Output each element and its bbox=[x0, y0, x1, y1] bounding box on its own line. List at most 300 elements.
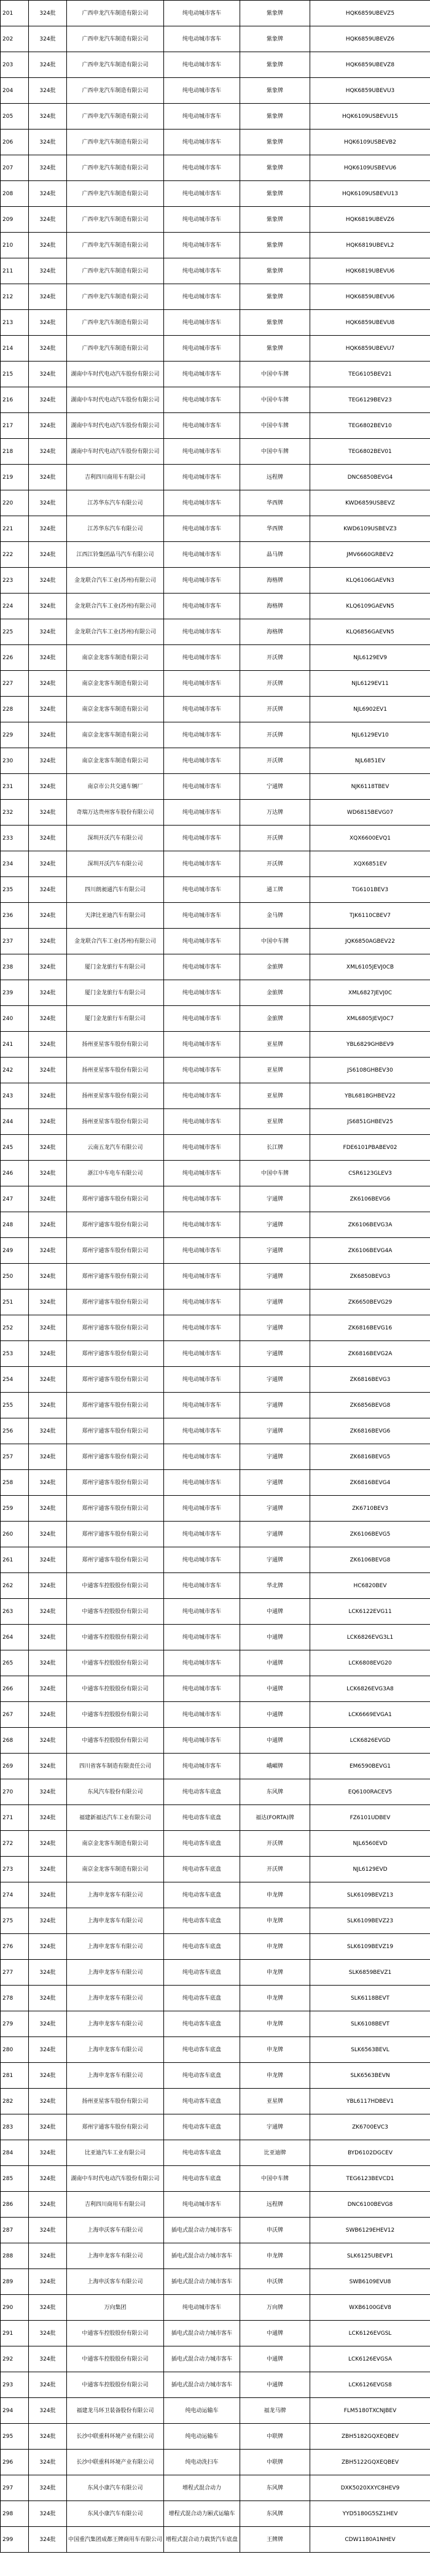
cell-index: 258 bbox=[1, 1470, 29, 1496]
cell-company: 中国重汽集团成都王牌商用车有限公司 bbox=[67, 2527, 164, 2553]
cell-company: 四川朗昶通汽车有限公司 bbox=[67, 877, 164, 903]
cell-index: 278 bbox=[1, 1986, 29, 2011]
cell-model: XQX6600EVQ1 bbox=[310, 826, 430, 851]
cell-model: NJK6118TBEV bbox=[310, 774, 430, 800]
cell-brand: 开沃牌 bbox=[240, 722, 310, 748]
table-row bbox=[1, 1006, 430, 1032]
cell-index: 285 bbox=[1, 2166, 29, 2192]
cell-index: 295 bbox=[1, 2424, 29, 2450]
cell-company: 扬州亚星客车股份有限公司 bbox=[67, 1109, 164, 1135]
cell-brand: 亚星牌 bbox=[240, 1083, 310, 1109]
table-row bbox=[1, 2372, 430, 2398]
cell-product-type: 纯电动城市客车 bbox=[164, 1006, 240, 1032]
cell-index: 250 bbox=[1, 1264, 29, 1290]
table-row bbox=[1, 1238, 430, 1264]
cell-model: NJL6560EVD bbox=[310, 1831, 430, 1857]
table-row bbox=[1, 542, 430, 568]
cell-brand: 紫象牌 bbox=[240, 26, 310, 52]
cell-brand: 紫象牌 bbox=[240, 207, 310, 233]
cell-brand: 东风牌 bbox=[240, 2475, 310, 2501]
cell-brand: 福龙马牌 bbox=[240, 2398, 310, 2424]
cell-product-type: 纯电动运输车 bbox=[164, 2424, 240, 2450]
cell-index: 247 bbox=[1, 1186, 29, 1212]
cell-company: 上海申龙客车有限公司 bbox=[67, 2037, 164, 2063]
cell-company: 金龙联合汽车工业(苏州)有限公司 bbox=[67, 619, 164, 645]
cell-model: XML6827JEVJ0C bbox=[310, 980, 430, 1006]
table-row bbox=[1, 748, 430, 774]
cell-index: 260 bbox=[1, 1522, 29, 1547]
cell-model: HQK6819UBEVZ6 bbox=[310, 207, 430, 233]
cell-company: 郑州宇通客车股份有限公司 bbox=[67, 1186, 164, 1212]
cell-product-type: 纯电动城市客车 bbox=[164, 697, 240, 722]
table-row bbox=[1, 258, 430, 284]
cell-brand: 宇通牌 bbox=[240, 1444, 310, 1470]
table-row bbox=[1, 310, 430, 336]
cell-brand: 金马牌 bbox=[240, 903, 310, 929]
table-row bbox=[1, 1728, 430, 1754]
cell-brand: 申龙牌 bbox=[240, 1934, 310, 1960]
cell-brand: 亚星牌 bbox=[240, 1032, 310, 1058]
cell-product-type: 纯电动城市客车 bbox=[164, 1702, 240, 1728]
table-row bbox=[1, 1341, 430, 1367]
cell-brand: 紫象牌 bbox=[240, 336, 310, 362]
cell-model: ZK6816BEVG5 bbox=[310, 1444, 430, 1470]
cell-company: 中通客车控股股份有限公司 bbox=[67, 1625, 164, 1650]
cell-company: 中通客车控股股份有限公司 bbox=[67, 2346, 164, 2372]
cell-index: 244 bbox=[1, 1109, 29, 1135]
cell-batch: 324批 bbox=[29, 2398, 67, 2424]
cell-batch: 324批 bbox=[29, 1573, 67, 1599]
cell-product-type: 插电式混合动力城市客车 bbox=[164, 2218, 240, 2243]
cell-product-type: 纯电动客车底盘 bbox=[164, 1960, 240, 1986]
cell-model: BYD6102DGCEV bbox=[310, 2140, 430, 2166]
cell-product-type: 纯电动城市客车 bbox=[164, 26, 240, 52]
cell-batch: 324批 bbox=[29, 774, 67, 800]
cell-model: NJL6129EV11 bbox=[310, 671, 430, 697]
cell-brand: 宇通牌 bbox=[240, 1264, 310, 1290]
cell-product-type: 纯电动客车底盘 bbox=[164, 1882, 240, 1908]
cell-product-type: 纯电动城市客车 bbox=[164, 2295, 240, 2321]
cell-model: LCK6669EVGA1 bbox=[310, 1702, 430, 1728]
cell-index: 268 bbox=[1, 1728, 29, 1754]
cell-company: 郑州宇通客车股份有限公司 bbox=[67, 1444, 164, 1470]
cell-model: JQK6850AGBEV22 bbox=[310, 929, 430, 954]
cell-company: 南京金龙客车制造有限公司 bbox=[67, 1831, 164, 1857]
cell-model: SWB6129EHEV12 bbox=[310, 2218, 430, 2243]
cell-index: 220 bbox=[1, 490, 29, 516]
cell-brand: 王牌牌 bbox=[240, 2527, 310, 2553]
table-row bbox=[1, 645, 430, 671]
cell-brand: 长江牌 bbox=[240, 1135, 310, 1161]
table-row bbox=[1, 877, 430, 903]
cell-model: ZK6850BEVG3 bbox=[310, 1264, 430, 1290]
cell-batch: 324批 bbox=[29, 1882, 67, 1908]
cell-model: CSR6123GLEV3 bbox=[310, 1161, 430, 1186]
table-row bbox=[1, 851, 430, 877]
cell-batch: 324批 bbox=[29, 413, 67, 439]
cell-product-type: 纯电动城市客车 bbox=[164, 748, 240, 774]
cell-index: 211 bbox=[1, 258, 29, 284]
cell-product-type: 纯电动城市客车 bbox=[164, 1058, 240, 1083]
cell-batch: 324批 bbox=[29, 516, 67, 542]
cell-batch: 324批 bbox=[29, 2063, 67, 2089]
cell-index: 293 bbox=[1, 2372, 29, 2398]
table-row bbox=[1, 929, 430, 954]
table-row bbox=[1, 2346, 430, 2372]
cell-index: 271 bbox=[1, 1805, 29, 1831]
cell-batch: 324批 bbox=[29, 2346, 67, 2372]
cell-batch: 324批 bbox=[29, 671, 67, 697]
cell-brand: 中国中车牌 bbox=[240, 387, 310, 413]
cell-brand: 东风牌 bbox=[240, 1779, 310, 1805]
cell-batch: 324批 bbox=[29, 2011, 67, 2037]
cell-index: 224 bbox=[1, 594, 29, 619]
cell-product-type: 纯电动城市客车 bbox=[164, 1135, 240, 1161]
cell-product-type: 纯电动城市客车 bbox=[164, 336, 240, 362]
cell-company: 南京金龙客车制造有限公司 bbox=[67, 748, 164, 774]
cell-product-type: 插电式混合动力城市客车 bbox=[164, 2346, 240, 2372]
cell-batch: 324批 bbox=[29, 26, 67, 52]
cell-batch: 324批 bbox=[29, 1032, 67, 1058]
cell-company: 浙江中车电车有限公司 bbox=[67, 1161, 164, 1186]
cell-model: FZ6101UDBEV bbox=[310, 1805, 430, 1831]
cell-model: SLK6563BEVN bbox=[310, 2063, 430, 2089]
cell-batch: 324批 bbox=[29, 1857, 67, 1882]
cell-product-type: 纯电动城市客车 bbox=[164, 903, 240, 929]
cell-product-type: 纯电动城市客车 bbox=[164, 954, 240, 980]
table-row bbox=[1, 2166, 430, 2192]
cell-product-type: 插电式混合动力城市客车 bbox=[164, 2321, 240, 2346]
cell-model: ZK6106BEVG4A bbox=[310, 1238, 430, 1264]
cell-product-type: 纯电动城市客车 bbox=[164, 1650, 240, 1676]
cell-brand: 申龙牌 bbox=[240, 2063, 310, 2089]
cell-brand: 通工牌 bbox=[240, 877, 310, 903]
cell-model: JS6851GHBEV25 bbox=[310, 1109, 430, 1135]
cell-brand: 中通牌 bbox=[240, 2372, 310, 2398]
cell-brand: 开沃牌 bbox=[240, 826, 310, 851]
cell-product-type: 纯电动城市客车 bbox=[164, 568, 240, 594]
cell-product-type: 纯电动城市客车 bbox=[164, 774, 240, 800]
cell-company: 湖南中车时代电动汽车股份有限公司 bbox=[67, 2166, 164, 2192]
cell-batch: 324批 bbox=[29, 1083, 67, 1109]
table-row bbox=[1, 980, 430, 1006]
cell-brand: 亚星牌 bbox=[240, 2089, 310, 2114]
cell-index: 208 bbox=[1, 181, 29, 207]
cell-company: 中通客车控股股份有限公司 bbox=[67, 1728, 164, 1754]
cell-company: 中通客车控股股份有限公司 bbox=[67, 1676, 164, 1702]
cell-company: 东风汽车股份有限公司 bbox=[67, 1779, 164, 1805]
cell-brand: 宇通牌 bbox=[240, 1186, 310, 1212]
cell-batch: 324批 bbox=[29, 1418, 67, 1444]
cell-company: 中通客车控股股份有限公司 bbox=[67, 2321, 164, 2346]
cell-model: HQK6109USBEVU13 bbox=[310, 181, 430, 207]
cell-brand: 申龙牌 bbox=[240, 1960, 310, 1986]
cell-index: 266 bbox=[1, 1676, 29, 1702]
table-row bbox=[1, 1032, 430, 1058]
cell-batch: 324批 bbox=[29, 1367, 67, 1393]
cell-batch: 324批 bbox=[29, 1676, 67, 1702]
cell-product-type: 纯电动城市客车 bbox=[164, 439, 240, 465]
cell-model: TEG6802BEV01 bbox=[310, 439, 430, 465]
cell-index: 257 bbox=[1, 1444, 29, 1470]
cell-brand: 中通牌 bbox=[240, 1625, 310, 1650]
cell-batch: 324批 bbox=[29, 130, 67, 155]
cell-model: LCK6826EVG3L1 bbox=[310, 1625, 430, 1650]
cell-index: 299 bbox=[1, 2527, 29, 2553]
cell-product-type: 纯电动客车底盘 bbox=[164, 2114, 240, 2140]
cell-company: 广西申龙汽车制造有限公司 bbox=[67, 104, 164, 130]
cell-company: 东风小康汽车有限公司 bbox=[67, 2475, 164, 2501]
table-row bbox=[1, 1805, 430, 1831]
cell-brand: 亚星牌 bbox=[240, 1058, 310, 1083]
cell-company: 南京金龙客车制造有限公司 bbox=[67, 722, 164, 748]
cell-model: LCK6126EVGSA bbox=[310, 2346, 430, 2372]
cell-model: ZK6856BEVG8 bbox=[310, 1393, 430, 1418]
cell-index: 262 bbox=[1, 1573, 29, 1599]
cell-product-type: 纯电动城市客车 bbox=[164, 877, 240, 903]
table-row bbox=[1, 774, 430, 800]
table-row bbox=[1, 594, 430, 619]
cell-company: 中通客车控股股份有限公司 bbox=[67, 1573, 164, 1599]
cell-index: 267 bbox=[1, 1702, 29, 1728]
cell-company: 上海申龙客车有限公司 bbox=[67, 1986, 164, 2011]
cell-index: 222 bbox=[1, 542, 29, 568]
cell-index: 207 bbox=[1, 155, 29, 181]
cell-index: 284 bbox=[1, 2140, 29, 2166]
cell-brand: 宇通牌 bbox=[240, 1290, 310, 1315]
cell-company: 扬州亚星客车股份有限公司 bbox=[67, 1083, 164, 1109]
cell-model: SLK6108BEVT bbox=[310, 2011, 430, 2037]
cell-product-type: 纯电动城市客车 bbox=[164, 1238, 240, 1264]
cell-batch: 324批 bbox=[29, 1238, 67, 1264]
cell-brand: 晶马牌 bbox=[240, 542, 310, 568]
cell-company: 深圳开沃汽车有限公司 bbox=[67, 826, 164, 851]
cell-product-type: 纯电动客车底盘 bbox=[164, 2140, 240, 2166]
cell-batch: 324批 bbox=[29, 619, 67, 645]
cell-brand: 中通牌 bbox=[240, 1650, 310, 1676]
table-row bbox=[1, 1779, 430, 1805]
table-row bbox=[1, 52, 430, 78]
cell-index: 288 bbox=[1, 2243, 29, 2269]
cell-batch: 324批 bbox=[29, 954, 67, 980]
cell-batch: 324批 bbox=[29, 2321, 67, 2346]
cell-product-type: 纯电动客车底盘 bbox=[164, 1986, 240, 2011]
cell-company: 上海申龙客车有限公司 bbox=[67, 1908, 164, 1934]
cell-company: 上海申龙客车有限公司 bbox=[67, 1934, 164, 1960]
table-row bbox=[1, 800, 430, 826]
cell-company: 天津比亚迪汽车有限公司 bbox=[67, 903, 164, 929]
cell-batch: 324批 bbox=[29, 1393, 67, 1418]
cell-company: 江苏华东汽车有限公司 bbox=[67, 516, 164, 542]
cell-product-type: 纯电动城市客车 bbox=[164, 1264, 240, 1290]
cell-index: 235 bbox=[1, 877, 29, 903]
cell-index: 202 bbox=[1, 26, 29, 52]
cell-brand: 亚星牌 bbox=[240, 1109, 310, 1135]
cell-model: SLK6563BEVL bbox=[310, 2037, 430, 2063]
cell-company: 湖南中车时代电动汽车股份有限公司 bbox=[67, 439, 164, 465]
cell-product-type: 纯电动城市客车 bbox=[164, 465, 240, 490]
cell-index: 274 bbox=[1, 1882, 29, 1908]
cell-brand: 紫象牌 bbox=[240, 78, 310, 104]
cell-brand: 中通牌 bbox=[240, 2346, 310, 2372]
cell-company: 厦门金龙旅行车有限公司 bbox=[67, 954, 164, 980]
cell-batch: 324批 bbox=[29, 155, 67, 181]
cell-batch: 324批 bbox=[29, 1186, 67, 1212]
cell-brand: 海格牌 bbox=[240, 619, 310, 645]
cell-company: 中通客车控股股份有限公司 bbox=[67, 2372, 164, 2398]
cell-product-type: 纯电动城市客车 bbox=[164, 1625, 240, 1650]
cell-company: 东风小康汽车有限公司 bbox=[67, 2501, 164, 2527]
cell-company: 郑州宇通客车股份有限公司 bbox=[67, 1470, 164, 1496]
cell-batch: 324批 bbox=[29, 2114, 67, 2140]
cell-batch: 324批 bbox=[29, 2089, 67, 2114]
cell-batch: 324批 bbox=[29, 2192, 67, 2218]
cell-product-type: 纯电动城市客车 bbox=[164, 1083, 240, 1109]
cell-product-type: 纯电动城市客车 bbox=[164, 284, 240, 310]
cell-model: LCK6808EVG20 bbox=[310, 1650, 430, 1676]
cell-batch: 324批 bbox=[29, 645, 67, 671]
cell-product-type: 纯电动城市客车 bbox=[164, 1393, 240, 1418]
table-row bbox=[1, 2114, 430, 2140]
cell-batch: 324批 bbox=[29, 1934, 67, 1960]
table-row bbox=[1, 1212, 430, 1238]
cell-product-type: 纯电动城市客车 bbox=[164, 1212, 240, 1238]
cell-index: 218 bbox=[1, 439, 29, 465]
cell-brand: 中联牌 bbox=[240, 2424, 310, 2450]
cell-company: 上海申龙客车有限公司 bbox=[67, 2011, 164, 2037]
cell-batch: 324批 bbox=[29, 1547, 67, 1573]
cell-product-type: 纯电动客车底盘 bbox=[164, 2166, 240, 2192]
cell-model: ZK6700EVC3 bbox=[310, 2114, 430, 2140]
cell-index: 283 bbox=[1, 2114, 29, 2140]
cell-brand: 中通牌 bbox=[240, 1599, 310, 1625]
cell-product-type: 纯电动城市客车 bbox=[164, 1676, 240, 1702]
table-row bbox=[1, 1496, 430, 1522]
table-row bbox=[1, 1418, 430, 1444]
cell-index: 246 bbox=[1, 1161, 29, 1186]
cell-model: HQK6859UBEVU6 bbox=[310, 284, 430, 310]
cell-product-type: 增程式混合动力载货汽车底盘 bbox=[164, 2527, 240, 2553]
cell-brand: 申龙牌 bbox=[240, 2037, 310, 2063]
cell-model: SLK6859BEVZ1 bbox=[310, 1960, 430, 1986]
cell-product-type: 纯电动城市客车 bbox=[164, 1186, 240, 1212]
cell-brand: 开沃牌 bbox=[240, 645, 310, 671]
cell-index: 231 bbox=[1, 774, 29, 800]
cell-brand: 中通牌 bbox=[240, 1728, 310, 1754]
cell-model: ZK6106BEVG5 bbox=[310, 1522, 430, 1547]
cell-brand: 紫象牌 bbox=[240, 181, 310, 207]
cell-batch: 324批 bbox=[29, 1212, 67, 1238]
cell-brand: 中通牌 bbox=[240, 2321, 310, 2346]
table-row bbox=[1, 1470, 430, 1496]
cell-index: 253 bbox=[1, 1341, 29, 1367]
cell-company: 上海申沃客车有限公司 bbox=[67, 2269, 164, 2295]
cell-brand: 紫象牌 bbox=[240, 52, 310, 78]
cell-batch: 324批 bbox=[29, 387, 67, 413]
cell-batch: 324批 bbox=[29, 980, 67, 1006]
cell-model: LCK6126EVGS8 bbox=[310, 2372, 430, 2398]
cell-index: 255 bbox=[1, 1393, 29, 1418]
cell-model: YBL6818GHBEV22 bbox=[310, 1083, 430, 1109]
table-row bbox=[1, 1161, 430, 1186]
cell-company: 江西江铃集团晶马汽车有限公司 bbox=[67, 542, 164, 568]
cell-brand: 金旅牌 bbox=[240, 980, 310, 1006]
cell-model: XML6805JEVJ0C7 bbox=[310, 1006, 430, 1032]
table-row bbox=[1, 826, 430, 851]
cell-product-type: 纯电动城市客车 bbox=[164, 826, 240, 851]
cell-brand: 紫象牌 bbox=[240, 258, 310, 284]
cell-product-type: 增程式混合动力 bbox=[164, 2475, 240, 2501]
cell-index: 240 bbox=[1, 1006, 29, 1032]
cell-index: 263 bbox=[1, 1599, 29, 1625]
table-row bbox=[1, 1135, 430, 1161]
cell-brand: 宇通牌 bbox=[240, 1496, 310, 1522]
cell-batch: 324批 bbox=[29, 1728, 67, 1754]
table-row bbox=[1, 2037, 430, 2063]
table-row bbox=[1, 697, 430, 722]
table-row bbox=[1, 2527, 430, 2553]
cell-company: 广西申龙汽车制造有限公司 bbox=[67, 233, 164, 258]
cell-brand: 中国中车牌 bbox=[240, 362, 310, 387]
cell-company: 上海申龙客车有限公司 bbox=[67, 1882, 164, 1908]
cell-product-type: 纯电动城市客车 bbox=[164, 490, 240, 516]
cell-brand: 中通牌 bbox=[240, 1676, 310, 1702]
cell-index: 226 bbox=[1, 645, 29, 671]
cell-model: ZK6816BEVG16 bbox=[310, 1315, 430, 1341]
table-row bbox=[1, 671, 430, 697]
table-row bbox=[1, 104, 430, 130]
cell-product-type: 纯电动城市客车 bbox=[164, 619, 240, 645]
cell-brand: 紫象牌 bbox=[240, 310, 310, 336]
table-row bbox=[1, 233, 430, 258]
cell-index: 245 bbox=[1, 1135, 29, 1161]
cell-product-type: 纯电动客车底盘 bbox=[164, 1779, 240, 1805]
cell-index: 287 bbox=[1, 2218, 29, 2243]
cell-brand: 福达(FORTA)牌 bbox=[240, 1805, 310, 1831]
cell-model: YYD5180G5SZ1HEV bbox=[310, 2501, 430, 2527]
table-row bbox=[1, 1186, 430, 1212]
table-row bbox=[1, 1625, 430, 1650]
cell-product-type: 纯电动城市客车 bbox=[164, 155, 240, 181]
cell-company: 万向集团 bbox=[67, 2295, 164, 2321]
cell-index: 248 bbox=[1, 1212, 29, 1238]
table-row bbox=[1, 130, 430, 155]
table-row bbox=[1, 439, 430, 465]
cell-company: 金龙联合汽车工业(苏州)有限公司 bbox=[67, 594, 164, 619]
cell-index: 270 bbox=[1, 1779, 29, 1805]
cell-product-type: 纯电动城市客车 bbox=[164, 1032, 240, 1058]
cell-model: EQ6100RACEV5 bbox=[310, 1779, 430, 1805]
cell-company: 金龙联合汽车工业(苏州)有限公司 bbox=[67, 929, 164, 954]
cell-batch: 324批 bbox=[29, 1496, 67, 1522]
cell-company: 郑州宇通客车股份有限公司 bbox=[67, 1212, 164, 1238]
cell-index: 201 bbox=[1, 1, 29, 26]
cell-product-type: 纯电动城市客车 bbox=[164, 1728, 240, 1754]
cell-index: 243 bbox=[1, 1083, 29, 1109]
cell-model: LCK6826EVG3A8 bbox=[310, 1676, 430, 1702]
table-row bbox=[1, 2269, 430, 2295]
cell-index: 203 bbox=[1, 52, 29, 78]
cell-brand: 宇通牌 bbox=[240, 1470, 310, 1496]
cell-model: HQK6859UBEVU3 bbox=[310, 78, 430, 104]
cell-batch: 324批 bbox=[29, 1702, 67, 1728]
table-row bbox=[1, 1934, 430, 1960]
cell-brand: 申沃牌 bbox=[240, 2218, 310, 2243]
cell-batch: 324批 bbox=[29, 1264, 67, 1290]
cell-batch: 324批 bbox=[29, 490, 67, 516]
table-row bbox=[1, 1290, 430, 1315]
cell-batch: 324批 bbox=[29, 2475, 67, 2501]
